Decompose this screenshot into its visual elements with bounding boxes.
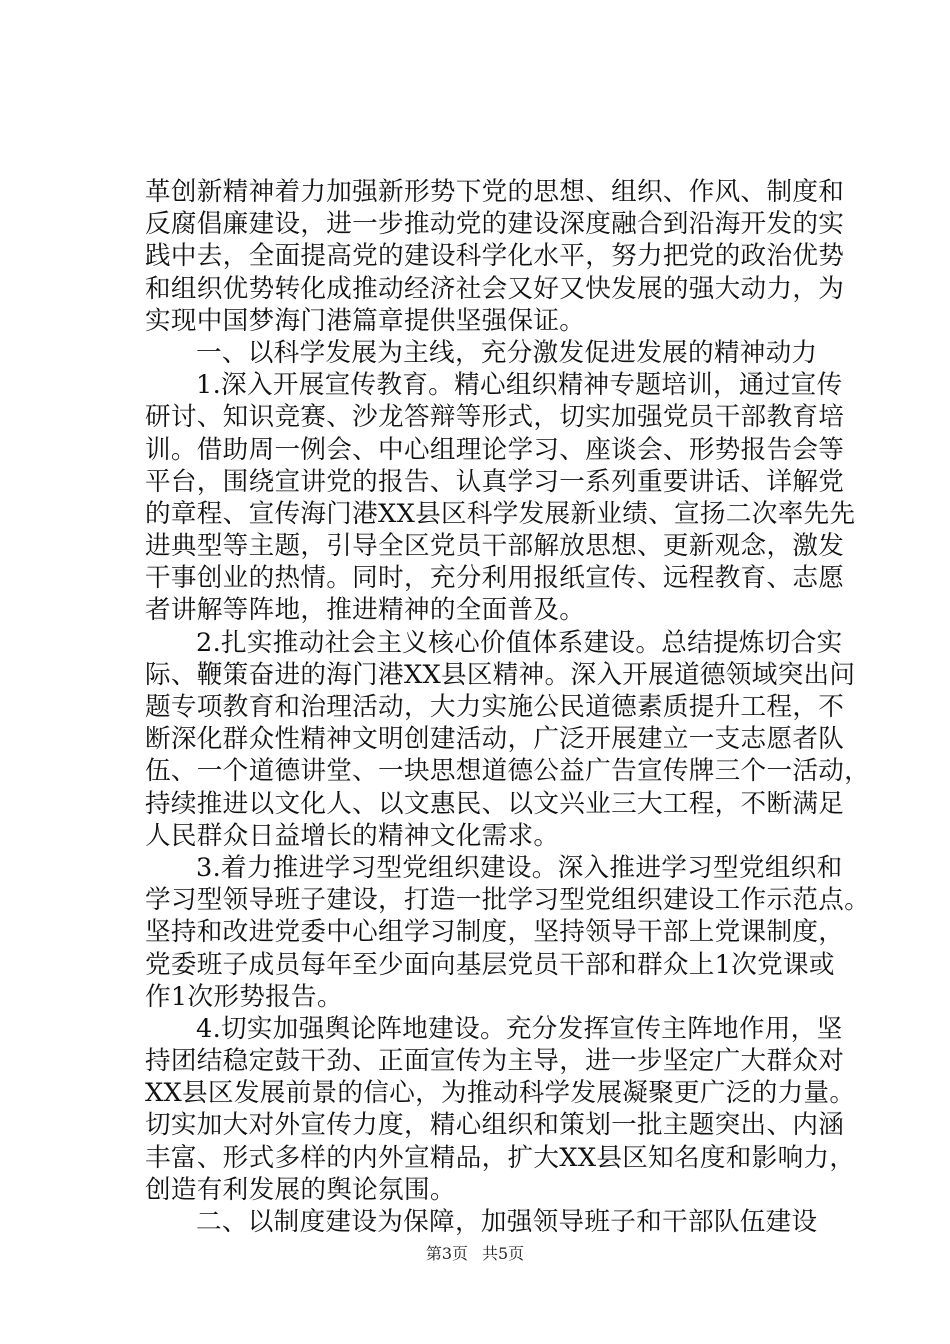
text-line: 进典型等主题，引导全区党员干部解放思想、更新观念，激发 [145,531,845,562]
text-line: 一、以科学发展为主线，充分激发促进发展的精神动力 [196,337,818,368]
text-line: 坚持和改进党委中心组学习制度，坚持领导干部上党课制度， [145,917,845,948]
page-number-current: 第3页 [425,1244,468,1263]
text-line: 人民群众日益增长的精神文化需求。 [145,820,560,851]
text-line: 持团结稳定鼓干劲、正面宣传为主导，进一步坚定广大群众对 [145,1046,845,1077]
text-line: 际、鞭策奋进的海门港XX县区精神。深入开展道德领域突出问 [145,659,856,690]
text-line: 切实加大对外宣传力度，精心组织和策划一批主题突出、内涵 [145,1110,845,1141]
text-line: 创造有利发展的舆论氛围。 [145,1174,456,1205]
text-line: 平台，围绕宣讲党的报告、认真学习一系列重要讲话、详解党 [145,466,845,497]
text-line: 学习型领导班子建设，打造一批学习型党组织建设工作示范点。 [145,885,871,916]
text-line: 者讲解等阵地，推进精神的全面普及。 [145,595,586,626]
text-line: 党委班子成员每年至少面向基层党员干部和群众上1次党课或 [145,949,835,980]
text-line: XX县区发展前景的信心，为推动科学发展凝聚更广泛的力量。 [145,1078,856,1109]
text-line: 实现中国梦海门港篇章提供坚强保证。 [145,305,586,336]
text-line: 和组织优势转化成推动经济社会又好又快发展的强大动力，为 [145,273,845,304]
text-line: 题专项教育和治理活动，大力实施公民道德素质提升工程，不 [145,692,845,722]
text-line: 1.深入开展宣传教育。精心组织精神专题培训，通过宣传 [196,370,843,401]
text-line: 丰富、形式多样的内外宣精品，扩大XX县区知名度和影响力， [145,1142,856,1173]
text-line: 二、以制度建设为保障，加强领导班子和干部队伍建设 [196,1207,818,1237]
text-line: 践中去，全面提高党的建设科学化水平，努力把党的政治优势 [145,241,845,272]
text-line: 作1次形势报告。 [145,981,343,1012]
text-line: 断深化群众性精神文明创建活动，广泛开展建立一支志愿者队 [145,724,845,755]
text-line: 革创新精神着力加强新形势下党的思想、组织、作风、制度和 [145,177,845,207]
text-line: 伍、一个道德讲堂、一块思想道德公益广告宣传牌三个一活动， [145,756,871,787]
text-line: 干事创业的热情。同时，充分利用报纸宣传、远程教育、志愿 [145,563,845,594]
page-footer [0,1244,950,1264]
text-line: 反腐倡廉建设，进一步推动党的建设深度融合到沿海开发的实 [145,209,845,240]
document-body [145,176,871,1238]
text-line: 训。借助周一例会、中心组理论学习、座谈会、形势报告会等 [145,434,845,465]
text-line: 的章程、宣传海门港XX县区科学发展新业绩、宣扬二次率先先 [145,498,856,529]
text-line: 持续推进以文化人、以文惠民、以文兴业三大工程，不断满足 [145,788,845,819]
text-line: 4.切实加强舆论阵地建设。充分发挥宣传主阵地作用，坚 [196,1013,843,1044]
text-line: 3.着力推进学习型党组织建设。深入推进学习型党组织和 [196,852,843,883]
text-line: 研讨、知识竞赛、沙龙答辩等形式，切实加强党员干部教育培 [145,402,845,433]
page-number-total: 共5页 [482,1244,525,1263]
text-line: 2.扎实推动社会主义核心价值体系建设。总结提炼切合实 [196,627,843,658]
